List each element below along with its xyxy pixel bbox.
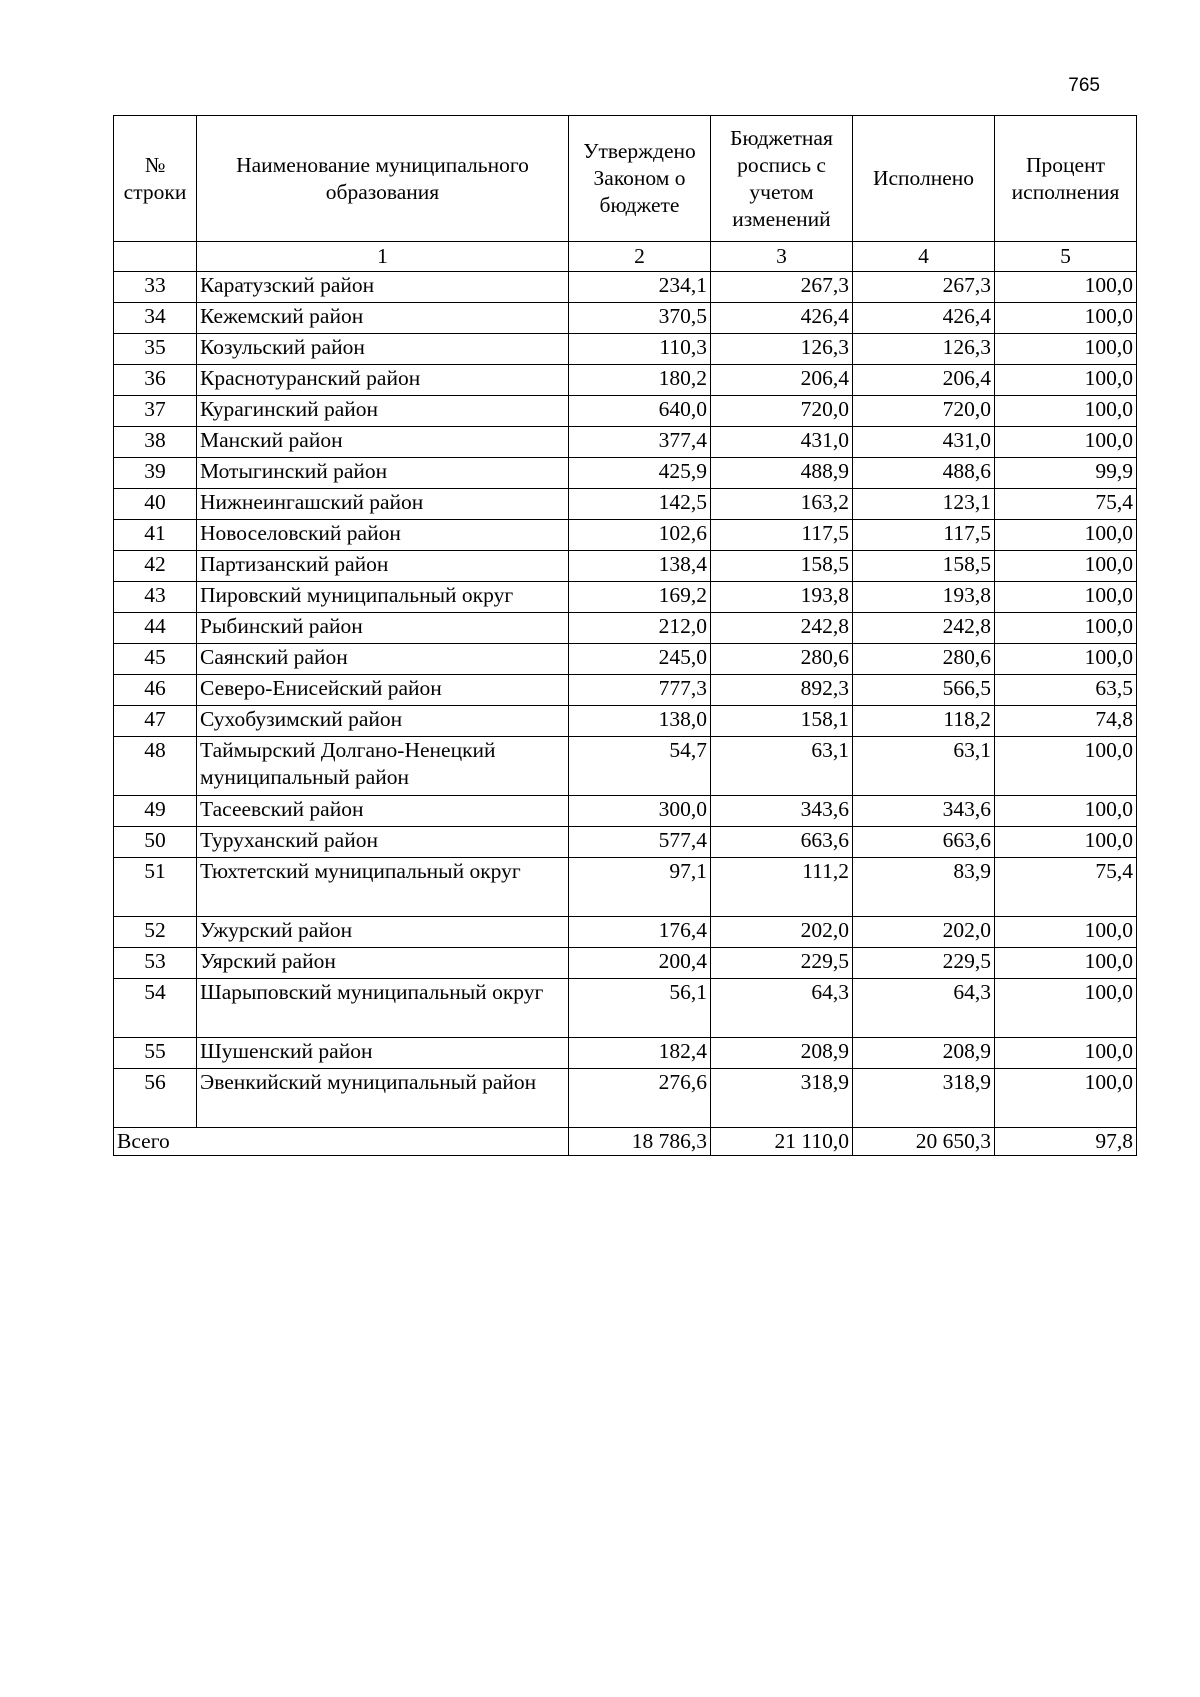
budget-list-value: 111,2 [711,858,853,917]
executed-value: 242,8 [853,613,995,644]
row-number: 35 [114,334,197,365]
budget-list-value: 208,9 [711,1038,853,1069]
percent-value: 100,0 [995,827,1137,858]
table-row [114,582,1137,613]
municipality-name: Саянский район [197,644,569,675]
total-approved: 18 786,3 [569,1128,711,1156]
executed-value: 64,3 [853,979,995,1038]
executed-value: 123,1 [853,489,995,520]
municipality-name: Новоселовский район [197,520,569,551]
municipality-name: Каратузский район [197,272,569,303]
row-number: 42 [114,551,197,582]
table-row [114,520,1137,551]
row-number: 43 [114,582,197,613]
approved-value: 200,4 [569,948,711,979]
municipality-name: Шарыповский муниципальный округ [197,979,569,1038]
row-number: 45 [114,644,197,675]
row-number: 55 [114,1038,197,1069]
municipality-name: Нижнеингашский район [197,489,569,520]
row-number: 44 [114,613,197,644]
approved-value: 777,3 [569,675,711,706]
percent-value: 100,0 [995,1069,1137,1128]
row-number: 37 [114,396,197,427]
table-row [114,917,1137,948]
percent-value: 100,0 [995,427,1137,458]
executed-value: 202,0 [853,917,995,948]
approved-value: 300,0 [569,796,711,827]
municipality-name: Северо-Енисейский район [197,675,569,706]
municipality-name: Сухобузимский район [197,706,569,737]
percent-value: 74,8 [995,706,1137,737]
executed-value: 118,2 [853,706,995,737]
executed-value: 488,6 [853,458,995,489]
percent-value: 100,0 [995,644,1137,675]
row-number: 39 [114,458,197,489]
row-number: 53 [114,948,197,979]
column-number: 1 [197,242,569,272]
row-number: 46 [114,675,197,706]
row-number: 54 [114,979,197,1038]
municipality-name: Туруханский район [197,827,569,858]
table-row [114,365,1137,396]
page-number: 765 [1068,75,1100,96]
column-number: 2 [569,242,711,272]
budget-list-value: 63,1 [711,737,853,796]
header-budget-list: Бюджетная роспись с учетом изменений [711,116,853,242]
table-row [114,551,1137,582]
budget-list-value: 267,3 [711,272,853,303]
total-percent: 97,8 [995,1128,1137,1156]
table-row [114,396,1137,427]
approved-value: 169,2 [569,582,711,613]
budget-list-value: 206,4 [711,365,853,396]
approved-value: 138,0 [569,706,711,737]
approved-value: 138,4 [569,551,711,582]
executed-value: 343,6 [853,796,995,827]
approved-value: 142,5 [569,489,711,520]
table-row [114,272,1137,303]
row-number: 33 [114,272,197,303]
executed-value: 158,5 [853,551,995,582]
executed-value: 208,9 [853,1038,995,1069]
table-row [114,303,1137,334]
executed-value: 720,0 [853,396,995,427]
budget-list-value: 343,6 [711,796,853,827]
executed-value: 431,0 [853,427,995,458]
approved-value: 245,0 [569,644,711,675]
municipality-name: Тюхтетский муниципальный округ [197,858,569,917]
table-row [114,675,1137,706]
executed-value: 117,5 [853,520,995,551]
budget-list-value: 117,5 [711,520,853,551]
table-row [114,858,1137,917]
percent-value: 100,0 [995,303,1137,334]
executed-value: 267,3 [853,272,995,303]
budget-list-value: 242,8 [711,613,853,644]
executed-value: 126,3 [853,334,995,365]
row-number: 49 [114,796,197,827]
executed-value: 206,4 [853,365,995,396]
column-number: 3 [711,242,853,272]
budget-list-value: 163,2 [711,489,853,520]
approved-value: 640,0 [569,396,711,427]
column-number: 4 [853,242,995,272]
header-approved-by-law: Утверждено Законом о бюджете [569,116,711,242]
approved-value: 56,1 [569,979,711,1038]
table-row [114,458,1137,489]
approved-value: 102,6 [569,520,711,551]
row-number: 34 [114,303,197,334]
row-number: 50 [114,827,197,858]
percent-value: 100,0 [995,613,1137,644]
approved-value: 276,6 [569,1069,711,1128]
percent-value: 100,0 [995,551,1137,582]
percent-value: 100,0 [995,334,1137,365]
percent-value: 100,0 [995,948,1137,979]
total-row [114,1128,1137,1156]
table-row [114,334,1137,365]
percent-value: 100,0 [995,1038,1137,1069]
municipality-name: Ужурский район [197,917,569,948]
municipality-name: Уярский район [197,948,569,979]
municipality-name: Тасеевский район [197,796,569,827]
executed-value: 426,4 [853,303,995,334]
municipality-name: Кежемский район [197,303,569,334]
approved-value: 110,3 [569,334,711,365]
executed-value: 566,5 [853,675,995,706]
budget-list-value: 158,1 [711,706,853,737]
budget-list-value: 126,3 [711,334,853,365]
percent-value: 100,0 [995,365,1137,396]
municipality-name: Партизанский район [197,551,569,582]
row-number: 38 [114,427,197,458]
column-number: 5 [995,242,1137,272]
budget-list-value: 64,3 [711,979,853,1038]
total-budget-list: 21 110,0 [711,1128,853,1156]
budget-list-value: 431,0 [711,427,853,458]
municipality-name: Эвенкийский муниципальный район [197,1069,569,1128]
budget-list-value: 488,9 [711,458,853,489]
row-number: 52 [114,917,197,948]
percent-value: 100,0 [995,796,1137,827]
table-row [114,489,1137,520]
approved-value: 370,5 [569,303,711,334]
budget-list-value: 720,0 [711,396,853,427]
approved-value: 97,1 [569,858,711,917]
percent-value: 99,9 [995,458,1137,489]
approved-value: 425,9 [569,458,711,489]
total-executed: 20 650,3 [853,1128,995,1156]
budget-list-value: 318,9 [711,1069,853,1128]
executed-value: 280,6 [853,644,995,675]
approved-value: 377,4 [569,427,711,458]
row-number: 40 [114,489,197,520]
table-row [114,1038,1137,1069]
municipality-name: Рыбинский район [197,613,569,644]
approved-value: 234,1 [569,272,711,303]
budget-list-value: 280,6 [711,644,853,675]
approved-value: 180,2 [569,365,711,396]
municipality-name: Курагинский район [197,396,569,427]
percent-value: 75,4 [995,858,1137,917]
approved-value: 176,4 [569,917,711,948]
column-number [114,242,197,272]
table-row [114,1069,1137,1128]
approved-value: 54,7 [569,737,711,796]
executed-value: 663,6 [853,827,995,858]
header-municipality-name: Наименование муниципального образования [197,116,569,242]
table-row [114,948,1137,979]
table-body [114,272,1137,1128]
row-number: 48 [114,737,197,796]
executed-value: 318,9 [853,1069,995,1128]
table-row [114,796,1137,827]
row-number: 56 [114,1069,197,1128]
budget-list-value: 158,5 [711,551,853,582]
executed-value: 83,9 [853,858,995,917]
municipality-name: Манский район [197,427,569,458]
budget-execution-table [113,115,1137,1156]
approved-value: 182,4 [569,1038,711,1069]
table-row [114,644,1137,675]
percent-value: 100,0 [995,582,1137,613]
row-number: 36 [114,365,197,396]
budget-list-value: 663,6 [711,827,853,858]
municipality-name: Шушенский район [197,1038,569,1069]
budget-list-value: 202,0 [711,917,853,948]
table-row [114,706,1137,737]
row-number: 51 [114,858,197,917]
table-row [114,827,1137,858]
budget-list-value: 193,8 [711,582,853,613]
budget-list-value: 892,3 [711,675,853,706]
budget-list-value: 426,4 [711,303,853,334]
executed-value: 193,8 [853,582,995,613]
table-row [114,979,1137,1038]
percent-value: 100,0 [995,272,1137,303]
header-row-number: № строки [114,116,197,242]
header-execution-percent: Процент исполнения [995,116,1137,242]
executed-value: 229,5 [853,948,995,979]
column-number-row [114,242,1137,272]
approved-value: 212,0 [569,613,711,644]
percent-value: 63,5 [995,675,1137,706]
percent-value: 100,0 [995,917,1137,948]
table-row [114,737,1137,796]
municipality-name: Таймырский Долгано-Ненецкий муниципальный район [197,737,569,796]
executed-value: 63,1 [853,737,995,796]
table-row [114,427,1137,458]
approved-value: 577,4 [569,827,711,858]
row-number: 41 [114,520,197,551]
percent-value: 100,0 [995,979,1137,1038]
percent-value: 100,0 [995,520,1137,551]
municipality-name: Козульский район [197,334,569,365]
header-executed: Исполнено [853,116,995,242]
percent-value: 100,0 [995,396,1137,427]
total-label: Всего [114,1128,569,1156]
table-row [114,613,1137,644]
budget-list-value: 229,5 [711,948,853,979]
municipality-name: Мотыгинский район [197,458,569,489]
percent-value: 75,4 [995,489,1137,520]
municipality-name: Пировский муниципальный округ [197,582,569,613]
table-header-row [114,116,1137,242]
municipality-name: Краснотуранский район [197,365,569,396]
row-number: 47 [114,706,197,737]
percent-value: 100,0 [995,737,1137,796]
